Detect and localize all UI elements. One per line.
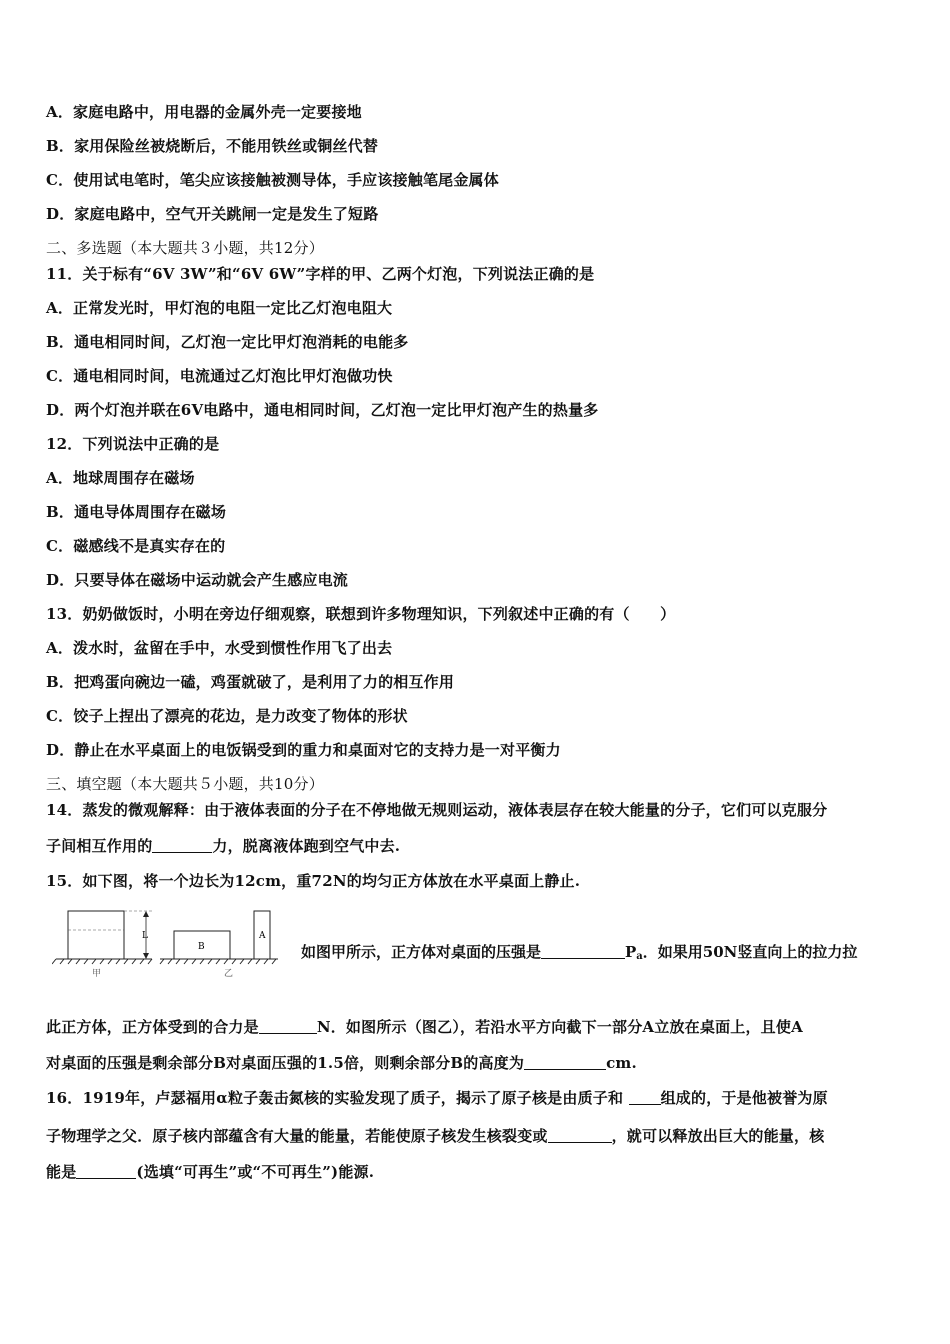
q16-line1-pre: 16．1919年，卢瑟福用α粒子轰击氮核的实验发现了质子，揭示了原子核是由质子和 [46, 1089, 629, 1107]
q12-option-d: D．只要导体在磁场中运动就会产生感应电流 [46, 571, 349, 589]
q15-line1-pre: 如图甲所示，正方体对桌面的压强是 [301, 943, 542, 961]
q13-option-a: A．泼水时，盆留在手中，水受到惯性作用飞了出去 [46, 639, 393, 657]
q14-line2 [46, 836, 400, 856]
label-l: L [142, 931, 148, 941]
q13-option-c: C．饺子上捏出了漂亮的花边，是力改变了物体的形状 [46, 707, 408, 725]
section3-heading: 三、填空题（本大题共５小题，共10分） [46, 775, 324, 793]
q16-line3-pre: 能是 [46, 1163, 77, 1181]
q16-line1-post: 组成的，于是他被誉为原 [660, 1089, 828, 1107]
q16-line1 [46, 1088, 828, 1108]
q16-line2-pre: 子物理学之父．原子核内部蕴含有大量的能量，若能使原子核发生核裂变或 [46, 1127, 548, 1145]
q15-line2-pre: 此正方体，正方体受到的合力是 [46, 1018, 259, 1036]
q14-line2-pre: 子间相互作用的 [46, 837, 153, 855]
q10-option-c: C．使用试电笔时，笔尖应该接触被测导体，手应该接触笔尾金属体 [46, 171, 499, 189]
caption-jia: 甲 [92, 969, 102, 979]
q15-unit-pa: P [625, 943, 637, 961]
q11-option-c: C．通电相同时间，电流通过乙灯泡比甲灯泡做功快 [46, 367, 393, 385]
q15-line2 [46, 1017, 803, 1037]
q12-option-b: B．通电导体周围存在磁场 [46, 503, 227, 521]
q14-line2-post: 力，脱离液体跑到空气中去. [212, 837, 401, 855]
q12-option-c: C．磁感线不是真实存在的 [46, 537, 226, 555]
q13-option-b: B．把鸡蛋向碗边一磕，鸡蛋就破了，是利用了力的相互作用 [46, 673, 455, 691]
q11-option-b: B．通电相同时间，乙灯泡一定比甲灯泡消耗的电能多 [46, 333, 409, 351]
q15-line2-post: N．如图所示（图乙），若沿水平方向截下一部分A立放在桌面上，且使A [316, 1018, 803, 1036]
q16-line2-post: ，就可以释放出巨大的能量，核 [611, 1127, 825, 1145]
q16-blank-1[interactable] [629, 1090, 661, 1105]
ground-yi [160, 959, 278, 964]
q12-option-a: A．地球周围存在磁场 [46, 469, 195, 487]
section2-heading: 二、多选题（本大题共３小题，共12分） [46, 239, 324, 257]
q14-line1: 14．蒸发的微观解释：由于液体表面的分子在不停地做无规则运动，液体表层存在较大能量的分子，它们可以克服分 [46, 801, 828, 819]
q15-unit-pa-sub: a [636, 951, 643, 962]
q15-blank-height[interactable] [524, 1055, 606, 1070]
q10-option-a: A．家庭电路中，用电器的金属外壳一定要接地 [46, 103, 362, 121]
q15-line1-post: ．如果用50N竖直向上的拉力拉 [642, 943, 858, 961]
cube-jia [68, 911, 124, 959]
q13-stem: 13．奶奶做饭时，小明在旁边仔细观察，联想到许多物理知识，下列叙述中正确的有（ ） [46, 605, 676, 623]
caption-yi: 乙 [224, 969, 234, 979]
q15-blank-pressure[interactable] [541, 944, 625, 959]
q10-option-b: B．家用保险丝被烧断后，不能用铁丝或铜丝代替 [46, 137, 379, 155]
q16-blank-3[interactable] [76, 1164, 136, 1179]
q11-option-d: D．两个灯泡并联在6V电路中，通电相同时间，乙灯泡一定比甲灯泡产生的热量多 [46, 401, 599, 419]
q10-option-d: D．家庭电路中，空气开关跳闸一定是发生了短路 [46, 205, 379, 223]
q16-line3-post: (选填“可再生”或“不可再生”)能源. [136, 1163, 375, 1181]
q15-line3-pre: 对桌面的压强是剩余部分B对桌面压强的1.5倍，则剩余部分B的高度为 [46, 1054, 525, 1072]
q16-line2 [46, 1126, 824, 1146]
q16-blank-2[interactable] [548, 1128, 612, 1143]
q15-stem: 15．如下图，将一个边长为12cm，重72N的均匀正方体放在水平桌面上静止. [46, 872, 581, 890]
q13-option-d: D．静止在水平桌面上的电饭锅受到的重力和桌面对它的支持力是一对平衡力 [46, 741, 561, 759]
q11-stem: 11．关于标有“6V 3W”和“6V 6W”字样的甲、乙两个灯泡，下列说法正确的是 [46, 265, 595, 283]
q14-blank[interactable] [152, 838, 212, 853]
q15-line3-post: cm. [606, 1054, 637, 1072]
label-b: B [198, 942, 205, 952]
q15-blank-force[interactable] [259, 1019, 317, 1034]
q12-stem: 12．下列说法中正确的是 [46, 435, 220, 453]
ground-jia [52, 959, 152, 964]
q11-option-a: A．正常发光时，甲灯泡的电阻一定比乙灯泡电阻大 [46, 299, 393, 317]
cube-figure [52, 905, 292, 979]
q16-line3 [46, 1162, 374, 1182]
label-a: A [259, 931, 266, 941]
q15-line3 [46, 1053, 637, 1073]
q15-line1 [301, 942, 857, 967]
